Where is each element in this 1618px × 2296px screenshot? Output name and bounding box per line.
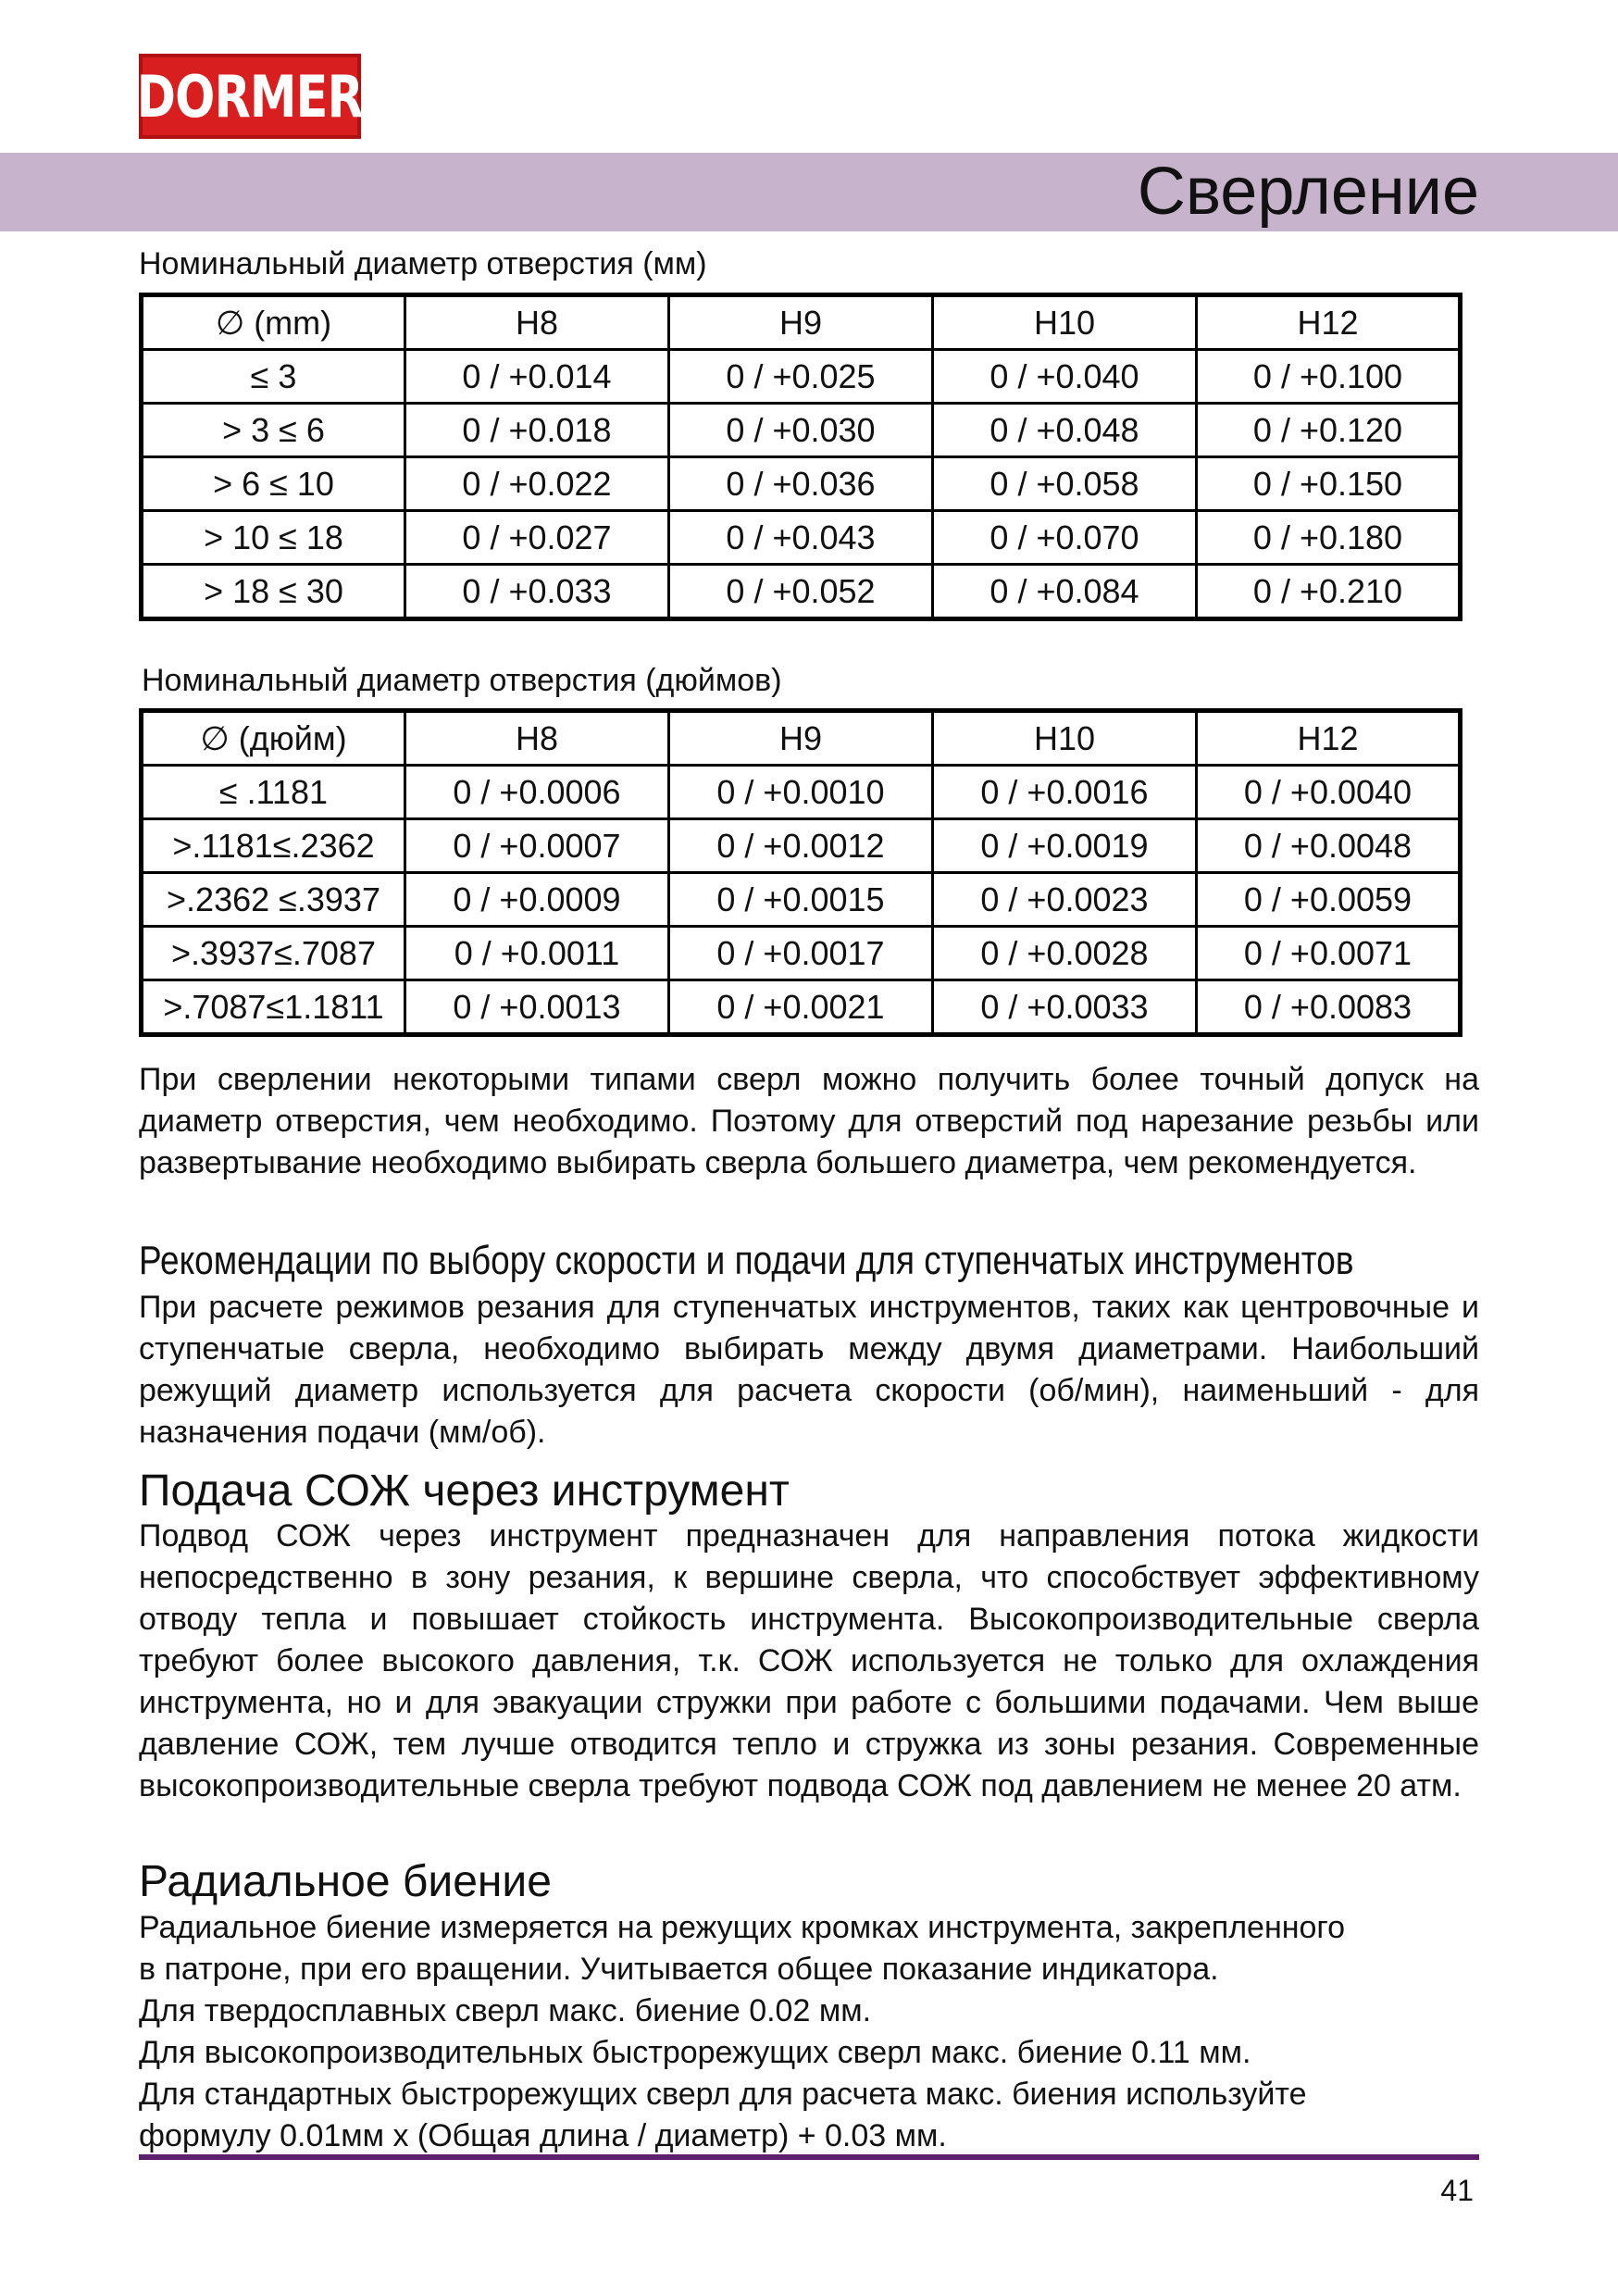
table-cell: 0 / +0.0016 [933,766,1197,819]
table-cell: 0 / +0.0011 [405,927,669,980]
table-cell: 0 / +0.150 [1197,457,1461,511]
table-row [142,766,1461,819]
table-cell: 0 / +0.0007 [405,819,669,873]
table-cell: 0 / +0.0010 [669,766,933,819]
table-cell: 0 / +0.0015 [669,873,933,927]
table-cell: 0 / +0.0071 [1197,927,1461,980]
table-cell: 0 / +0.100 [1197,350,1461,404]
table-cell: 0 / +0.0021 [669,980,933,1035]
table-header-row [142,295,1461,350]
step-tools-paragraph: При расчете режимов резания для ступенчатых инструментов, таких как центровочные и ступенчатые сверла, необходимо выбирать между двумя диаметрами. Наибольший режущий диаметр используется для расчета скорости (об/мин), наименьший - для назначения подачи (мм/об). [139,1290,1479,1450]
table-cell: 0 / +0.0059 [1197,873,1461,927]
table-cell: > 18 ≤ 30 [142,565,405,619]
runout-line: формулу 0.01мм x (Общая длина / диаметр) + 0.03 мм. [139,2118,947,2153]
runout-text [139,1907,1479,2157]
table-cell: 0 / +0.058 [933,457,1197,511]
runout-line: в патроне, при его вращении. Учитывается общее показание индикатора. [139,1952,1219,1987]
inch-tolerance-table [139,708,1462,1037]
table-cell: 0 / +0.070 [933,511,1197,565]
table-cell: > 6 ≤ 10 [142,457,405,511]
metric-tolerance-table [139,293,1462,621]
table-cell: 0 / +0.0028 [933,927,1197,980]
table-cell: 0 / +0.0017 [669,927,933,980]
table-cell: 0 / +0.120 [1197,404,1461,457]
table-row [142,873,1461,927]
table-cell: 0 / +0.0013 [405,980,669,1035]
column-header: H9 [669,295,933,350]
table-row [142,565,1461,619]
table-row [142,457,1461,511]
footer-divider [139,2154,1479,2160]
runout-line: Для стандартных быстрорежущих сверл для расчета макс. биения используйте [139,2077,1307,2112]
column-header: H12 [1197,295,1461,350]
table-row [142,511,1461,565]
table-cell: 0 / +0.022 [405,457,669,511]
coolant-paragraph: Подвод СОЖ через инструмент предназначен для направления потока жидкости непосредственно в зону резания, к вершине сверла, что способствует эффективному отводу тепла и повышает стойкость инструмента. Высокопроизводительные сверла требуют более высокого давления, т.к. СОЖ используется не только для охлаждения инструмента, но и для эвакуации стружки при работе с большими подачами. Чем выше давление СОЖ, тем лучше отводится тепло и стружка из зоны резания. Современные высокопроизводительные сверла требуют подвода СОЖ под давлением не менее 20 атм. [139,1518,1479,1803]
table-cell: 0 / +0.0012 [669,819,933,873]
table-cell: 0 / +0.0033 [933,980,1197,1035]
table-cell: >.1181≤.2362 [142,819,405,873]
table-cell: 0 / +0.180 [1197,511,1461,565]
table-row [142,980,1461,1035]
table-cell: 0 / +0.0083 [1197,980,1461,1035]
table-cell: 0 / +0.036 [669,457,933,511]
table-cell: 0 / +0.052 [669,565,933,619]
header-banner [0,153,1618,231]
table-cell: 0 / +0.0023 [933,873,1197,927]
table-cell: > 3 ≤ 6 [142,404,405,457]
table-cell: 0 / +0.048 [933,404,1197,457]
column-header: H10 [933,295,1197,350]
table-cell: ≤ 3 [142,350,405,404]
table-cell: 0 / +0.0009 [405,873,669,927]
column-header: H12 [1197,711,1461,766]
inch-table-caption: Номинальный диаметр отверстия (дюймов) [142,663,782,698]
metric-table-caption: Номинальный диаметр отверстия (мм) [139,246,707,281]
page-number: 41 [1440,2174,1474,2207]
coolant-heading: Подача СОЖ через инструмент [139,1466,790,1516]
table-cell: >.7087≤1.1811 [142,980,405,1035]
column-header: H10 [933,711,1197,766]
table-header-row [142,711,1461,766]
column-header: H9 [669,711,933,766]
table-cell: 0 / +0.0048 [1197,819,1461,873]
column-header: ∅ (mm) [142,295,405,350]
table-row [142,927,1461,980]
table-cell: 0 / +0.043 [669,511,933,565]
table-cell: 0 / +0.030 [669,404,933,457]
table-cell: 0 / +0.084 [933,565,1197,619]
column-header: H8 [405,295,669,350]
table-cell: 0 / +0.014 [405,350,669,404]
runout-line: Для твердосплавных сверл макс. биение 0.02 мм. [139,1993,872,2028]
table-cell: >.2362 ≤.3937 [142,873,405,927]
table-cell: 0 / +0.027 [405,511,669,565]
table-cell: 0 / +0.0006 [405,766,669,819]
table-cell: 0 / +0.033 [405,565,669,619]
table-row [142,350,1461,404]
dormer-logo [136,54,364,139]
table-cell: 0 / +0.0019 [933,819,1197,873]
column-header: ∅ (дюйм) [142,711,405,766]
runout-line: Для высокопроизводительных быстрорежущих сверл макс. биение 0.11 мм. [139,2035,1251,2070]
runout-line: Радиальное биение измеряется на режущих кромках инструмента, закрепленного [139,1910,1345,1945]
table-cell: ≤ .1181 [142,766,405,819]
column-header: H8 [405,711,669,766]
table-cell: 0 / +0.018 [405,404,669,457]
table-cell: 0 / +0.0040 [1197,766,1461,819]
step-tools-heading: Рекомендации по выбору скорости и подачи для ступенчатых инструментов [139,1238,1354,1283]
runout-heading: Радиальное биение [139,1857,552,1906]
page-title: Сверление [1137,155,1479,229]
table-cell: 0 / +0.210 [1197,565,1461,619]
table-row [142,819,1461,873]
table-row [142,404,1461,457]
table-cell: > 10 ≤ 18 [142,511,405,565]
tolerance-note-paragraph: При сверлении некоторыми типами сверл можно получить более точный допуск на диаметр отверстия, чем необходимо. Поэтому для отверстий под нарезание резьбы или развертывание необходимо выбирать сверла большего диаметра, чем рекомендуется. [139,1062,1479,1180]
table-cell: >.3937≤.7087 [142,927,405,980]
logo-text: DORMER [136,62,364,131]
table-cell: 0 / +0.025 [669,350,933,404]
table-cell: 0 / +0.040 [933,350,1197,404]
